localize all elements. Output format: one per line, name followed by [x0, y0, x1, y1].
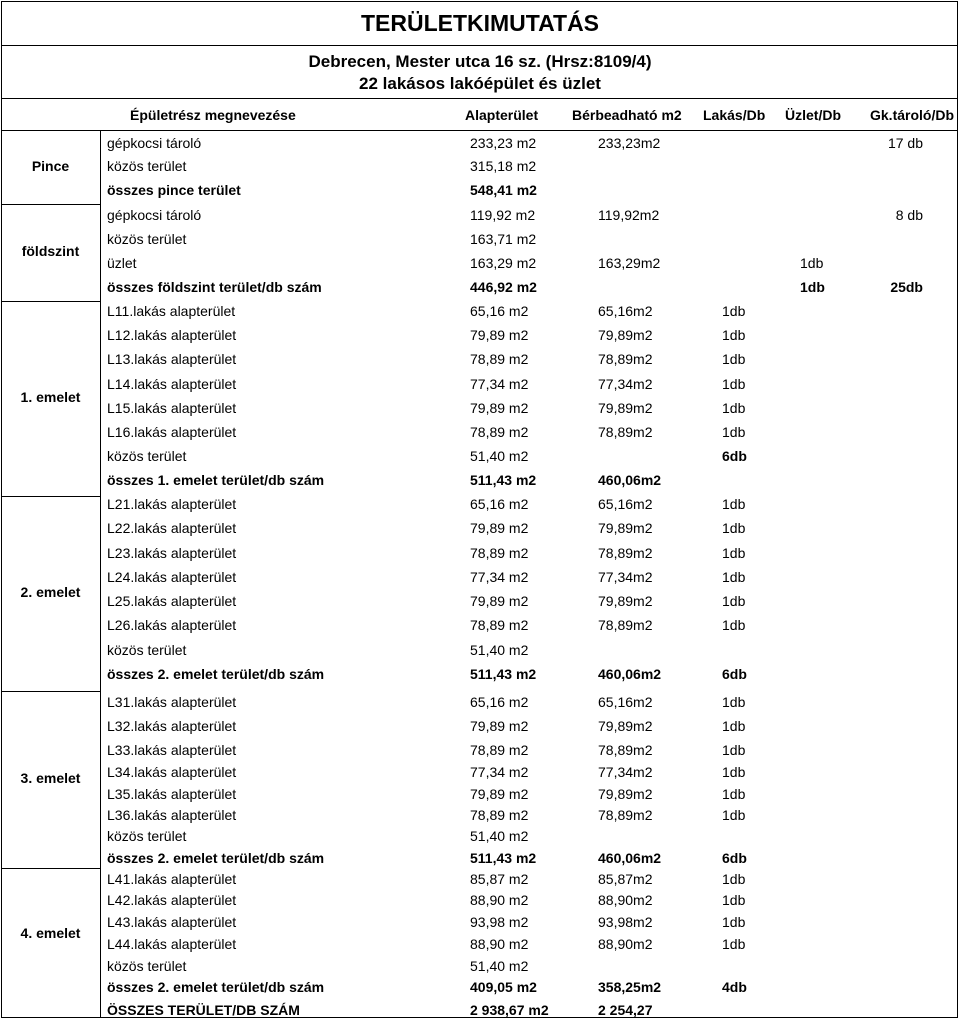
header-bottom-divider — [1, 130, 958, 131]
table-row — [0, 543, 960, 563]
table-row — [0, 518, 960, 538]
row-name: L32.lakás alapterület — [107, 718, 237, 734]
row-rentable: 77,34m2 — [598, 764, 653, 780]
row-area: 79,89 m2 — [470, 327, 529, 343]
table-row — [0, 374, 960, 394]
row-area: 79,89 m2 — [470, 593, 529, 609]
row-garages: 17 db — [887, 135, 923, 151]
row-rentable: 78,89m2 — [598, 545, 653, 561]
row-rentable: 119,92m2 — [598, 207, 660, 223]
row-flats: 1db — [722, 593, 746, 609]
row-area: 233,23 m2 — [470, 135, 537, 151]
row-flats: 1db — [722, 351, 746, 367]
row-name: L33.lakás alapterület — [107, 742, 237, 758]
row-name: összes pince terület — [107, 182, 241, 198]
section-label: 2. emelet — [20, 584, 81, 600]
row-area: 78,89 m2 — [470, 545, 529, 561]
row-rentable: 78,89m2 — [598, 424, 653, 440]
table-row — [0, 398, 960, 418]
row-name: közös terület — [107, 448, 187, 464]
row-area: 2 938,67 m2 — [470, 1002, 549, 1018]
table-row — [0, 934, 960, 954]
header-flats: Lakás/Db — [703, 107, 766, 123]
row-rentable: 77,34m2 — [598, 569, 653, 585]
row-shops: 1db — [800, 279, 825, 295]
row-name: L14.lakás alapterület — [107, 376, 237, 392]
table-row — [0, 446, 960, 466]
row-name: L11.lakás alapterület — [107, 303, 236, 319]
table-row — [0, 180, 960, 200]
row-rentable: 2 254,27 — [598, 1002, 653, 1018]
row-name: L12.lakás alapterület — [107, 327, 237, 343]
row-flats: 1db — [722, 617, 746, 633]
row-rentable: 79,89m2 — [598, 400, 653, 416]
row-name: L25.lakás alapterület — [107, 593, 237, 609]
row-name: L42.lakás alapterület — [107, 892, 237, 908]
row-flats: 1db — [722, 569, 746, 585]
row-name: L35.lakás alapterület — [107, 786, 237, 802]
table-row — [0, 692, 960, 712]
row-flats: 1db — [722, 807, 746, 823]
row-flats: 1db — [722, 936, 746, 952]
row-flats: 1db — [722, 694, 746, 710]
table-row — [0, 422, 960, 442]
table-row — [0, 156, 960, 176]
row-flats: 1db — [722, 303, 746, 319]
row-area: 78,89 m2 — [470, 742, 529, 758]
row-flats: 1db — [722, 327, 746, 343]
row-rentable: 93,98m2 — [598, 914, 653, 930]
row-name: üzlet — [107, 255, 137, 271]
row-flats: 4db — [722, 979, 747, 995]
row-flats: 1db — [722, 871, 746, 887]
row-rentable: 88,90m2 — [598, 892, 653, 908]
table-row — [0, 912, 960, 932]
row-area: 511,43 m2 — [470, 472, 537, 488]
row-rentable: 79,89m2 — [598, 718, 653, 734]
row-name: L41.lakás alapterület — [107, 871, 237, 887]
row-name: gépkocsi tároló — [107, 135, 202, 151]
row-area: 511,43 m2 — [470, 850, 537, 866]
row-name: L44.lakás alapterület — [107, 936, 237, 952]
row-area: 51,40 m2 — [470, 828, 529, 844]
row-name: összes 2. emelet terület/db szám — [107, 979, 325, 995]
section-label: 4. emelet — [20, 925, 81, 941]
row-name: L23.lakás alapterület — [107, 545, 237, 561]
row-rentable: 460,06m2 — [598, 850, 662, 866]
table-row — [0, 591, 960, 611]
row-area: 77,34 m2 — [470, 569, 529, 585]
row-name: gépkocsi tároló — [107, 207, 202, 223]
row-rentable: 79,89m2 — [598, 327, 653, 343]
row-area: 88,90 m2 — [470, 936, 529, 952]
row-name: L43.lakás alapterület — [107, 914, 237, 930]
row-area: 65,16 m2 — [470, 694, 529, 710]
row-name: L36.lakás alapterület — [107, 807, 237, 823]
row-flats: 1db — [722, 914, 746, 930]
row-name: közös terület — [107, 231, 187, 247]
row-area: 78,89 m2 — [470, 807, 529, 823]
row-rentable: 78,89m2 — [598, 807, 653, 823]
row-area: 85,87 m2 — [470, 871, 529, 887]
table-row — [0, 1000, 960, 1020]
row-area: 77,34 m2 — [470, 376, 529, 392]
title-divider — [1, 45, 958, 46]
table-row — [0, 762, 960, 782]
table-row — [0, 716, 960, 736]
row-flats: 1db — [722, 545, 746, 561]
row-name: összes 2. emelet terület/db szám — [107, 850, 325, 866]
row-flats: 6db — [722, 850, 747, 866]
row-rentable: 233,23m2 — [598, 135, 661, 151]
row-area: 409,05 m2 — [470, 979, 537, 995]
row-rentable: 460,06m2 — [598, 666, 662, 682]
row-rentable: 78,89m2 — [598, 742, 653, 758]
row-area: 78,89 m2 — [470, 617, 529, 633]
row-area: 88,90 m2 — [470, 892, 529, 908]
row-area: 163,71 m2 — [470, 231, 537, 247]
row-rentable: 85,87m2 — [598, 871, 653, 887]
row-name: közös terület — [107, 958, 187, 974]
table-row — [0, 615, 960, 635]
row-area: 79,89 m2 — [470, 400, 529, 416]
page-title: TERÜLETKIMUTATÁS — [360, 10, 600, 36]
row-flats: 1db — [722, 786, 746, 802]
row-name: L13.lakás alapterület — [107, 351, 237, 367]
row-shops: 1db — [800, 255, 824, 271]
row-area: 163,29 m2 — [470, 255, 537, 271]
header-name: Épületrész megnevezése — [130, 107, 296, 123]
row-rentable: 65,16m2 — [598, 303, 653, 319]
table-row — [0, 848, 960, 868]
row-flats: 1db — [722, 424, 746, 440]
row-rentable: 88,90m2 — [598, 936, 653, 952]
row-name: ÖSSZES TERÜLET/DB SZÁM — [107, 1002, 300, 1018]
row-rentable: 79,89m2 — [598, 520, 653, 536]
table-row — [0, 805, 960, 825]
row-garages: 25db — [890, 279, 923, 295]
row-name: L26.lakás alapterület — [107, 617, 237, 633]
section-label: 3. emelet — [20, 770, 81, 786]
table-row — [0, 229, 960, 249]
building-subtitle: 22 lakásos lakóépület és üzlet — [359, 74, 601, 93]
row-name: közös terület — [107, 642, 187, 658]
table-row — [0, 253, 960, 273]
table-row — [0, 890, 960, 910]
row-name: L15.lakás alapterület — [107, 400, 237, 416]
row-name: összes földszint terület/db szám — [107, 279, 322, 295]
row-area: 65,16 m2 — [470, 496, 529, 512]
table-row — [0, 826, 960, 846]
table-row — [0, 470, 960, 490]
row-flats: 1db — [722, 742, 746, 758]
section-label: Pince — [31, 158, 70, 174]
row-garages: 8 db — [895, 207, 923, 223]
row-area: 511,43 m2 — [470, 666, 537, 682]
table-row — [0, 349, 960, 369]
row-flats: 1db — [722, 718, 746, 734]
row-area: 78,89 m2 — [470, 424, 529, 440]
row-area: 79,89 m2 — [470, 786, 529, 802]
row-name: L24.lakás alapterület — [107, 569, 237, 585]
row-rentable: 79,89m2 — [598, 786, 653, 802]
row-flats: 1db — [722, 496, 746, 512]
row-rentable: 358,25m2 — [598, 979, 662, 995]
row-rentable: 460,06m2 — [598, 472, 662, 488]
row-name: közös terület — [107, 828, 187, 844]
row-name: L31.lakás alapterület — [107, 694, 237, 710]
row-name: összes 1. emelet terület/db szám — [107, 472, 325, 488]
row-area: 79,89 m2 — [470, 520, 529, 536]
row-rentable: 79,89m2 — [598, 593, 653, 609]
row-flats: 6db — [722, 448, 747, 464]
row-area: 77,34 m2 — [470, 764, 529, 780]
table-row — [0, 956, 960, 976]
row-flats: 1db — [722, 764, 746, 780]
table-row — [0, 664, 960, 684]
row-area: 65,16 m2 — [470, 303, 529, 319]
row-name: L22.lakás alapterület — [107, 520, 237, 536]
table-row — [0, 205, 960, 225]
row-rentable: 77,34m2 — [598, 376, 653, 392]
table-row — [0, 740, 960, 760]
row-flats: 1db — [722, 376, 746, 392]
table-row — [0, 977, 960, 997]
section-label: 1. emelet — [20, 389, 81, 405]
table-row — [0, 784, 960, 804]
table-row — [0, 494, 960, 514]
row-name: közös terület — [107, 158, 187, 174]
row-area: 315,18 m2 — [470, 158, 537, 174]
row-rentable: 78,89m2 — [598, 351, 653, 367]
section-label: földszint — [21, 243, 80, 259]
header-top-divider — [1, 98, 958, 99]
table-row — [0, 567, 960, 587]
header-area: Alapterület — [465, 107, 539, 123]
table-row — [0, 869, 960, 889]
row-area: 51,40 m2 — [470, 642, 529, 658]
row-area: 119,92 m2 — [470, 207, 536, 223]
row-area: 51,40 m2 — [470, 448, 529, 464]
row-flats: 6db — [722, 666, 747, 682]
row-name: L21.lakás alapterület — [107, 496, 237, 512]
row-name: összes 2. emelet terület/db szám — [107, 666, 325, 682]
row-area: 78,89 m2 — [470, 351, 529, 367]
row-name: L34.lakás alapterület — [107, 764, 237, 780]
row-area: 548,41 m2 — [470, 182, 537, 198]
header-rentable: Bérbeadható m2 — [572, 107, 682, 123]
table-row — [0, 277, 960, 297]
table-row — [0, 301, 960, 321]
row-area: 93,98 m2 — [470, 914, 529, 930]
row-flats: 1db — [722, 892, 746, 908]
address-subtitle: Debrecen, Mester utca 16 sz. (Hrsz:8109/4) — [308, 52, 652, 71]
table-row — [0, 325, 960, 345]
row-name: L16.lakás alapterület — [107, 424, 237, 440]
row-area: 446,92 m2 — [470, 279, 537, 295]
row-rentable: 65,16m2 — [598, 496, 653, 512]
row-area: 51,40 m2 — [470, 958, 529, 974]
row-rentable: 78,89m2 — [598, 617, 653, 633]
table-row — [0, 133, 960, 153]
row-flats: 1db — [722, 520, 746, 536]
row-flats: 1db — [722, 400, 746, 416]
row-rentable: 163,29m2 — [598, 255, 661, 271]
header-shops: Üzlet/Db — [785, 107, 841, 123]
row-area: 79,89 m2 — [470, 718, 529, 734]
row-rentable: 65,16m2 — [598, 694, 653, 710]
table-row — [0, 640, 960, 660]
header-garages: Gk.tároló/Db — [870, 107, 955, 123]
